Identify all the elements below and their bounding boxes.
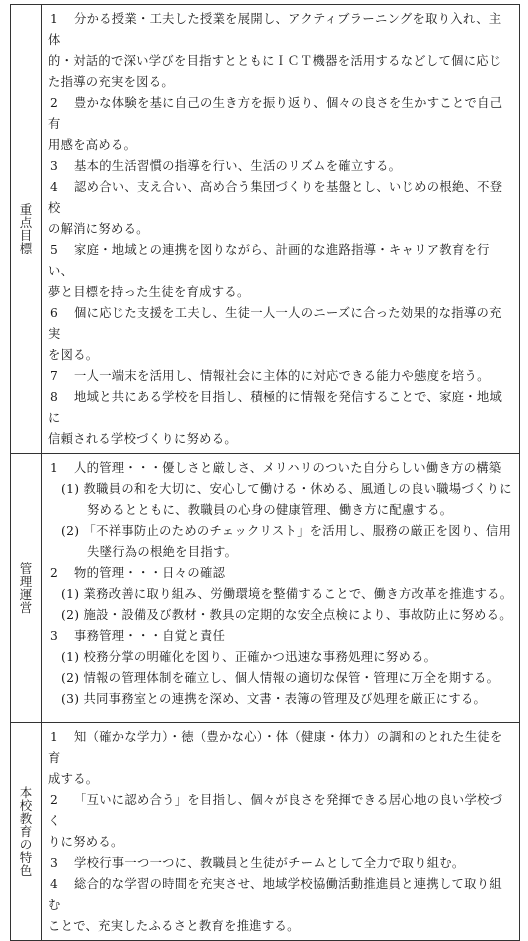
sub-item-text: 「不祥事防止のためのチェックリスト」を活用し、服務の厳正を図り、信用 xyxy=(83,524,512,538)
item-number: 7 xyxy=(50,369,59,383)
sub-item-mark: (2) xyxy=(61,524,80,538)
sub-item-line xyxy=(48,584,513,605)
item-line xyxy=(48,240,513,282)
sub-item-line xyxy=(48,500,513,521)
section-label-char: 育 xyxy=(19,824,33,839)
item-line xyxy=(48,219,513,240)
section-label-char: 営 xyxy=(19,600,33,615)
item-line xyxy=(48,387,513,429)
section-row-management xyxy=(11,454,520,723)
school-plan-table xyxy=(10,4,520,941)
section-label-char: 教 xyxy=(19,811,33,826)
numbered-item xyxy=(48,874,513,937)
section-label-char: 運 xyxy=(19,587,33,602)
item-line xyxy=(48,135,513,156)
numbered-item xyxy=(48,387,513,450)
item-line xyxy=(48,72,513,93)
sub-item-line xyxy=(48,689,513,710)
section-row-priority-goals xyxy=(11,5,520,454)
sub-item-text: 校務分掌の明確化を図り、正確かつ迅速な事務処理に努める。 xyxy=(83,650,437,664)
section-label-school-features xyxy=(11,723,42,941)
numbered-item xyxy=(48,156,513,177)
section-label-char: 管 xyxy=(19,561,33,576)
item-line xyxy=(48,303,513,345)
section-label-char: 色 xyxy=(19,863,33,878)
item-line xyxy=(48,790,513,832)
item-text: 学校行事一つ一つに、教職員と生徒がチームとして全力で取り組む。 xyxy=(74,856,465,870)
item-text: 家庭・地域との連携を図りながら、計画的な進路指導・キャリア教育を行い、 xyxy=(48,243,490,278)
section-label-management xyxy=(11,454,42,723)
sub-item-text: 努めるとともに、教職員の心身の健康管理、働き方に配慮する。 xyxy=(87,503,453,517)
item-number: 2 xyxy=(50,96,59,110)
item-line xyxy=(48,916,513,937)
group-heading-text: 物的管理・・・日々の確認 xyxy=(74,566,226,580)
section-label-char: 点 xyxy=(19,215,33,230)
item-text: 知（確かな学力）・徳（豊かな心）・体（健康・体力）の調和のとれた生徒を育 xyxy=(48,730,503,765)
item-line xyxy=(48,429,513,450)
item-text: 用感を高める。 xyxy=(48,138,137,152)
item-text: を図る。 xyxy=(48,348,99,362)
item-line xyxy=(48,282,513,303)
item-text: 一人一端末を活用し、情報社会に主体的に対応できる能力や態度を培う。 xyxy=(74,369,490,383)
numbered-item xyxy=(48,366,513,387)
item-line xyxy=(48,874,513,916)
item-text: ことで、充実したふるさと教育を推進する。 xyxy=(48,919,300,933)
section-label-char: 目 xyxy=(19,228,33,243)
item-number: 2 xyxy=(50,793,59,807)
sub-item-line xyxy=(48,647,513,668)
section-content-priority-goals xyxy=(42,5,520,454)
numbered-item xyxy=(48,303,513,366)
sub-item-mark: (2) xyxy=(61,608,80,622)
section-label-char: の xyxy=(19,837,33,852)
item-line xyxy=(48,727,513,769)
item-text: 的・対話的で深い学びを目指すとともにＩＣＴ機器を活用するなどして個に応じ xyxy=(48,54,502,68)
sub-item-mark: (1) xyxy=(61,650,80,664)
section-label-priority-goals xyxy=(11,5,42,454)
item-text: 個に応じた支援を工夫し、生徒一人一人のニーズに合った効果的な指導の充実 xyxy=(48,306,502,341)
sub-item-text: 施設・設備及び教材・教具の定期的な安全点検により、事故防止に努める。 xyxy=(83,608,512,622)
item-text: 基本的生活習慣の指導を行い、生活のリズムを確立する。 xyxy=(74,159,402,173)
sub-item-text: 教職員の和を大切に、安心して働ける・休める、風通しの良い職場づくりに xyxy=(83,482,512,496)
item-text: 成する。 xyxy=(48,772,99,786)
sub-item-text: 共同事務室との連携を深め、文書・表簿の管理及び処理を厳正にする。 xyxy=(83,692,487,706)
item-text: 認め合い、支え合い、高め合う集団づくりを基盤とし、いじめの根絶、不登校 xyxy=(48,180,503,215)
item-line xyxy=(48,93,513,135)
sub-item-text: 情報の管理体制を確立し、個人情報の適切な保管・管理に万全を期する。 xyxy=(83,671,500,685)
item-number: 4 xyxy=(50,877,59,891)
section-content-management xyxy=(42,454,520,723)
group-heading xyxy=(48,563,513,584)
section-label-char: 重 xyxy=(19,202,33,217)
item-number: 3 xyxy=(50,856,59,870)
section-label-char: 本 xyxy=(19,785,33,800)
section-label-char: 特 xyxy=(19,850,33,865)
group-number: 1 xyxy=(50,461,59,475)
item-line xyxy=(48,366,513,387)
item-number: 3 xyxy=(50,159,59,173)
item-number: 4 xyxy=(50,180,59,194)
item-text: 夢と目標を持った生徒を育成する。 xyxy=(48,285,250,299)
numbered-item xyxy=(48,9,513,93)
item-line xyxy=(48,853,513,874)
item-number: 8 xyxy=(50,390,59,404)
item-text: 総合的な学習の時間を充実させ、地域学校協働活動推進員と連携して取り組む xyxy=(48,877,502,912)
numbered-item xyxy=(48,93,513,156)
section-content-school-features xyxy=(42,723,520,941)
sub-item-line xyxy=(48,479,513,500)
item-text: た指導の充実を図る。 xyxy=(48,75,174,89)
numbered-item xyxy=(48,853,513,874)
sub-item-line xyxy=(48,542,513,563)
sub-item-mark: (1) xyxy=(61,587,80,601)
item-text: 豊かな体験を基に自己の生き方を振り返り、個々の良さを生かすことで自己有 xyxy=(48,96,503,131)
group-heading xyxy=(48,626,513,647)
sub-item-line xyxy=(48,668,513,689)
item-number: 5 xyxy=(50,243,59,257)
numbered-item xyxy=(48,177,513,240)
group-number: 3 xyxy=(50,629,59,643)
item-line xyxy=(48,345,513,366)
item-text: 「互いに認め合う」を目指し、個々が良さを発揮できる居心地の良い学校づく xyxy=(48,793,503,828)
group-heading-text: 事務管理・・・自覚と責任 xyxy=(74,629,226,643)
numbered-item xyxy=(48,240,513,303)
item-line xyxy=(48,769,513,790)
item-line xyxy=(48,832,513,853)
group-number: 2 xyxy=(50,566,59,580)
sub-item-mark: (3) xyxy=(61,692,80,706)
numbered-item xyxy=(48,790,513,853)
item-text: の解消に努める。 xyxy=(48,222,149,236)
section-label-char: 理 xyxy=(19,574,33,589)
item-number: 6 xyxy=(50,306,59,320)
group-heading xyxy=(48,458,513,479)
numbered-item xyxy=(48,727,513,790)
sub-item-line xyxy=(48,605,513,626)
sub-item-mark: (2) xyxy=(61,671,80,685)
section-label-char: 校 xyxy=(19,798,33,813)
section-row-school-features xyxy=(11,723,520,941)
item-number: 1 xyxy=(50,730,59,744)
sub-item-text: 失墜行為の根絶を目指す。 xyxy=(87,545,238,559)
item-line xyxy=(48,9,513,51)
section-label-char: 標 xyxy=(19,241,33,256)
item-number: 1 xyxy=(50,12,59,26)
item-text: 信頼される学校づくりに努める。 xyxy=(48,432,237,446)
item-line xyxy=(48,51,513,72)
sub-item-text: 業務改善に取り組み、労働環境を整備することで、働き方改革を推進する。 xyxy=(83,587,513,601)
item-text: りに努める。 xyxy=(48,835,124,849)
item-text: 地域と共にある学校を目指し、積極的に情報を発信することで、家庭・地域に xyxy=(48,390,503,425)
group-heading-text: 人的管理・・・優しさと厳しさ、メリハリのついた自分らしい働き方の構築 xyxy=(74,461,502,475)
sub-item-line xyxy=(48,521,513,542)
sub-item-mark: (1) xyxy=(61,482,80,496)
item-text: 分かる授業・工夫した授業を展開し、アクティブラーニングを取り入れ、主体 xyxy=(48,12,502,47)
item-line xyxy=(48,177,513,219)
item-line xyxy=(48,156,513,177)
